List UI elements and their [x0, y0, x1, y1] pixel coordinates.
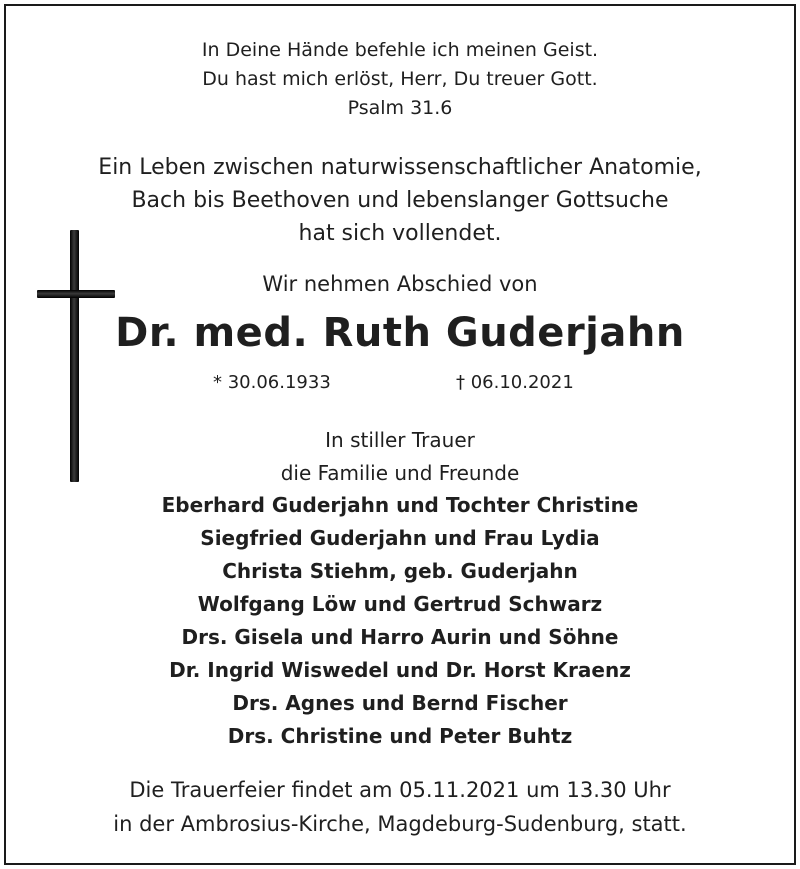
mourner-name: Drs. Gisela und Harro Aurin und Söhne: [181, 625, 619, 649]
mourner-name: Drs. Christine und Peter Buhtz: [227, 724, 573, 748]
mourner-name: Siegfried Guderjahn und Frau Lydia: [200, 526, 600, 550]
tribute-line: Ein Leben zwischen naturwissenschaftlicher Anatomie,: [98, 155, 702, 180]
farewell-intro: Wir nehmen Abschied von: [262, 272, 538, 296]
mourning-heading: In stiller Trauer: [325, 428, 475, 452]
family-line: die Familie und Freunde: [280, 461, 520, 485]
verse-reference: Psalm 31.6: [347, 97, 453, 119]
mourner-name: Drs. Agnes und Bernd Fischer: [232, 691, 568, 715]
verse-line: In Deine Hände befehle ich meinen Geist.: [201, 39, 599, 61]
mourner-name: Eberhard Guderjahn und Tochter Christine: [161, 493, 639, 517]
verse-line: Du hast mich erlöst, Herr, Du treuer Gott.: [202, 68, 598, 90]
mourner-name: Christa Stiehm, geb. Guderjahn: [222, 559, 578, 583]
mourner-name: Wolfgang Löw und Gertrud Schwarz: [197, 592, 603, 616]
birth-date: * 30.06.1933: [213, 372, 331, 393]
tribute-line: hat sich vollendet.: [298, 221, 502, 246]
service-line: Die Trauerfeier findet am 05.11.2021 um 13.30 Uhr: [129, 778, 671, 802]
deceased-name: Dr. med. Ruth Guderjahn: [115, 310, 685, 356]
obituary-notice: [4, 4, 796, 865]
mourner-name: Dr. Ingrid Wiswedel und Dr. Horst Kraenz: [169, 658, 631, 682]
service-line: in der Ambrosius-Kirche, Magdeburg-Sudenburg, statt.: [113, 812, 687, 836]
tribute-line: Bach bis Beethoven und lebenslanger Gottsuche: [131, 188, 669, 213]
death-date: † 06.10.2021: [456, 372, 574, 393]
